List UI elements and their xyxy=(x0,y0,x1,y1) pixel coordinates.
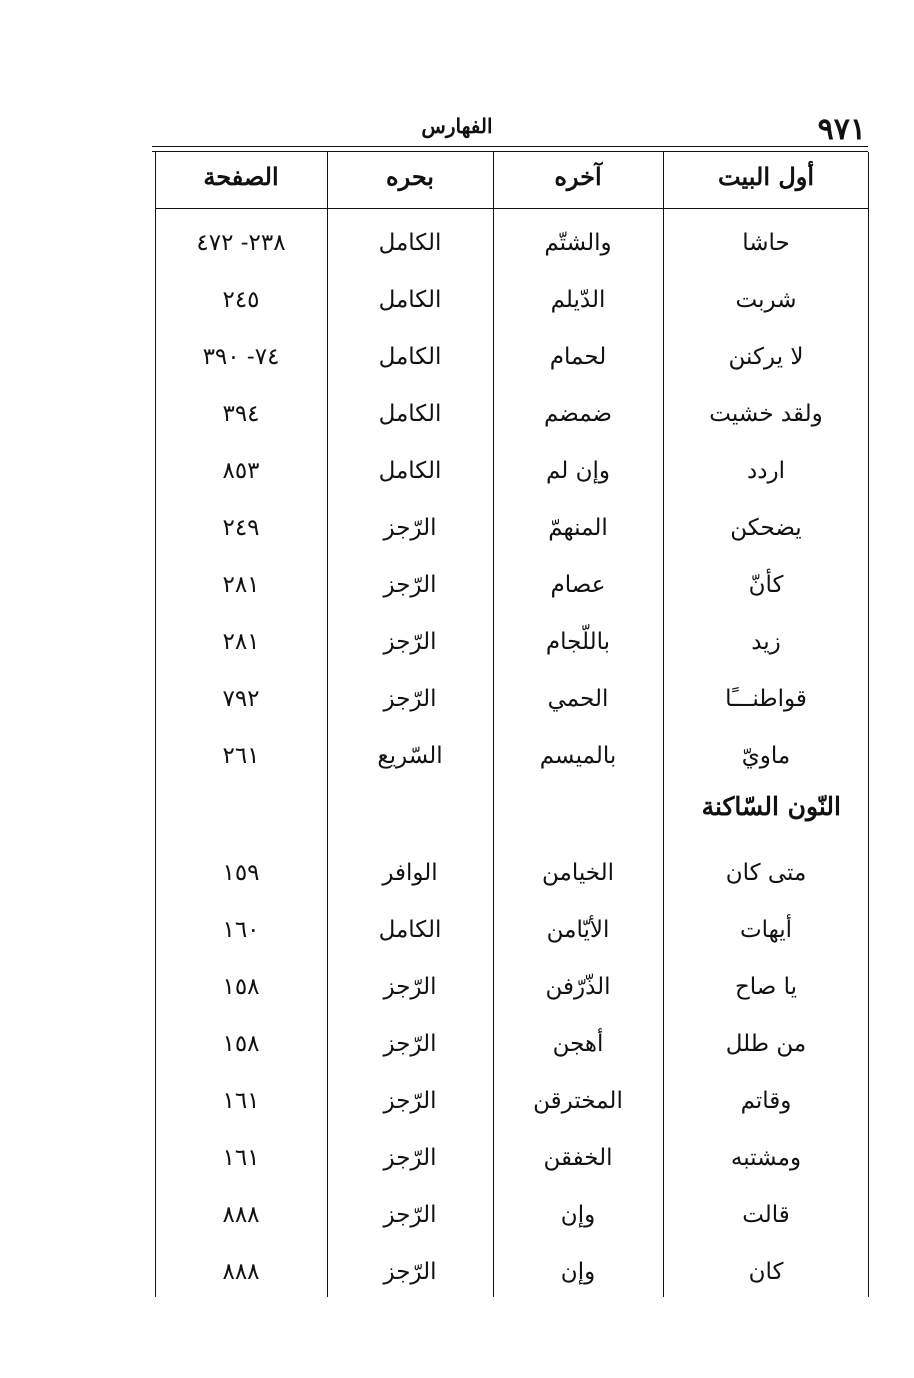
table-row xyxy=(155,332,869,389)
cell-meter: الرّجز xyxy=(383,1088,437,1114)
cell-meter: الكامل xyxy=(378,230,442,256)
column-header-meter: بحره xyxy=(386,162,434,191)
table-row xyxy=(155,731,869,788)
section-title: النّون السّاكنة xyxy=(701,792,841,821)
cell-last-word: الأيّامن xyxy=(546,917,610,943)
cell-page: ٢٤٥ xyxy=(222,287,260,313)
table-row xyxy=(155,1247,869,1304)
cell-first-verse: اردد xyxy=(747,458,785,484)
cell-meter: الكامل xyxy=(378,401,442,427)
table-row xyxy=(155,962,869,1019)
cell-page: ١٥٩ xyxy=(222,860,260,886)
cell-last-word: وإن xyxy=(560,1259,596,1285)
cell-last-word: بالميسم xyxy=(539,743,617,769)
table-row xyxy=(155,389,869,446)
cell-page: ١٦١ xyxy=(222,1088,260,1114)
cell-meter: الرّجز xyxy=(383,1031,437,1057)
cell-first-verse: يا صاح xyxy=(734,974,798,1000)
table-row xyxy=(155,1190,869,1247)
cell-meter: الرّجز xyxy=(383,686,437,712)
cell-first-verse: زيد xyxy=(751,629,781,655)
cell-first-verse: كأنّ xyxy=(748,572,784,598)
cell-meter: الكامل xyxy=(378,917,442,943)
cell-last-word: الخيامن xyxy=(541,860,615,886)
cell-page: ٢٦١ xyxy=(222,743,260,769)
table-row xyxy=(155,848,869,905)
cell-page: ٧٩٢ xyxy=(222,686,260,712)
table-row xyxy=(155,905,869,962)
cell-first-verse: وقاتم xyxy=(740,1088,792,1114)
cell-first-verse: كان xyxy=(748,1259,784,1285)
cell-last-word: وإن xyxy=(560,1202,596,1228)
cell-meter: الكامل xyxy=(378,287,442,313)
cell-meter: الرّجز xyxy=(383,572,437,598)
table-row xyxy=(155,674,869,731)
cell-last-word: الخفقن xyxy=(543,1145,613,1171)
cell-first-verse: لا يركنن xyxy=(728,344,804,370)
cell-meter: الرّجز xyxy=(383,1259,437,1285)
cell-meter: الوافر xyxy=(382,860,438,886)
cell-last-word: ضمضم xyxy=(543,401,613,427)
cell-first-verse: ومشتبه xyxy=(730,1145,802,1171)
table-row xyxy=(155,617,869,674)
column-header-page: الصفحة xyxy=(203,162,279,191)
cell-meter: الكامل xyxy=(378,458,442,484)
table-row xyxy=(155,218,869,275)
table-row xyxy=(155,275,869,332)
cell-last-word: المنهمّ xyxy=(548,515,608,541)
cell-first-verse: حاشا xyxy=(742,230,790,256)
cell-last-word: الحمي xyxy=(547,686,609,712)
cell-meter: الكامل xyxy=(378,344,442,370)
cell-last-word: لحمام xyxy=(549,344,607,370)
cell-page: ٨٨٨ xyxy=(222,1202,260,1228)
running-title: الفهارس xyxy=(421,114,493,138)
cell-page: ٢٣٨- ٤٧٢ xyxy=(196,230,286,256)
cell-page: ٨٥٣ xyxy=(222,458,260,484)
cell-page: ٢٤٩ xyxy=(222,515,260,541)
table-row xyxy=(155,1133,869,1190)
cell-last-word: باللّجام xyxy=(545,629,611,655)
cell-first-verse: أيهات xyxy=(739,917,793,943)
table-row xyxy=(155,1019,869,1076)
cell-last-word: عصام xyxy=(550,572,606,598)
table-row xyxy=(155,560,869,617)
cell-first-verse: قالت xyxy=(742,1202,790,1228)
cell-last-word: أهجن xyxy=(552,1031,604,1057)
column-header-last-word: آخره xyxy=(554,162,602,191)
cell-first-verse: يضحكن xyxy=(730,515,802,541)
cell-meter: الرّجز xyxy=(383,629,437,655)
column-header-first-verse: أول البيت xyxy=(717,162,815,191)
cell-page: ١٥٨ xyxy=(222,1031,260,1057)
page-number: ٩٧١ xyxy=(817,112,866,147)
cell-page: ٧٤- ٣٩٠ xyxy=(202,344,280,370)
cell-first-verse: قواطنـــًا xyxy=(725,686,807,712)
table-header-row xyxy=(155,152,869,209)
cell-page: ١٦١ xyxy=(222,1145,260,1171)
cell-first-verse: متى كان xyxy=(725,860,807,886)
cell-page: ١٦٠ xyxy=(222,917,260,943)
cell-page: ٣٩٤ xyxy=(222,401,260,427)
cell-first-verse: من طلل xyxy=(725,1031,807,1057)
cell-last-word: والشتّم xyxy=(544,230,612,256)
table-row xyxy=(155,446,869,503)
table-row xyxy=(155,1076,869,1133)
cell-last-word: الدّيلم xyxy=(550,287,606,313)
cell-page: ٢٨١ xyxy=(222,629,260,655)
cell-meter: الرّجز xyxy=(383,1202,437,1228)
cell-last-word: الذّرّفن xyxy=(545,974,611,1000)
header-rule-top xyxy=(152,146,868,147)
cell-page: ٢٨١ xyxy=(222,572,260,598)
cell-meter: الرّجز xyxy=(383,515,437,541)
poetry-index-table xyxy=(155,152,869,1297)
table-row xyxy=(155,503,869,560)
cell-meter: السّريع xyxy=(377,743,443,769)
cell-last-word: وإن لم xyxy=(545,458,610,484)
cell-last-word: المخترقن xyxy=(533,1088,623,1114)
cell-first-verse: شربت xyxy=(735,287,797,313)
cell-first-verse: ماويّ xyxy=(741,743,791,769)
cell-first-verse: ولقد خشيت xyxy=(709,401,823,427)
cell-page: ١٥٨ xyxy=(222,974,260,1000)
cell-meter: الرّجز xyxy=(383,1145,437,1171)
cell-meter: الرّجز xyxy=(383,974,437,1000)
cell-page: ٨٨٨ xyxy=(222,1259,260,1285)
